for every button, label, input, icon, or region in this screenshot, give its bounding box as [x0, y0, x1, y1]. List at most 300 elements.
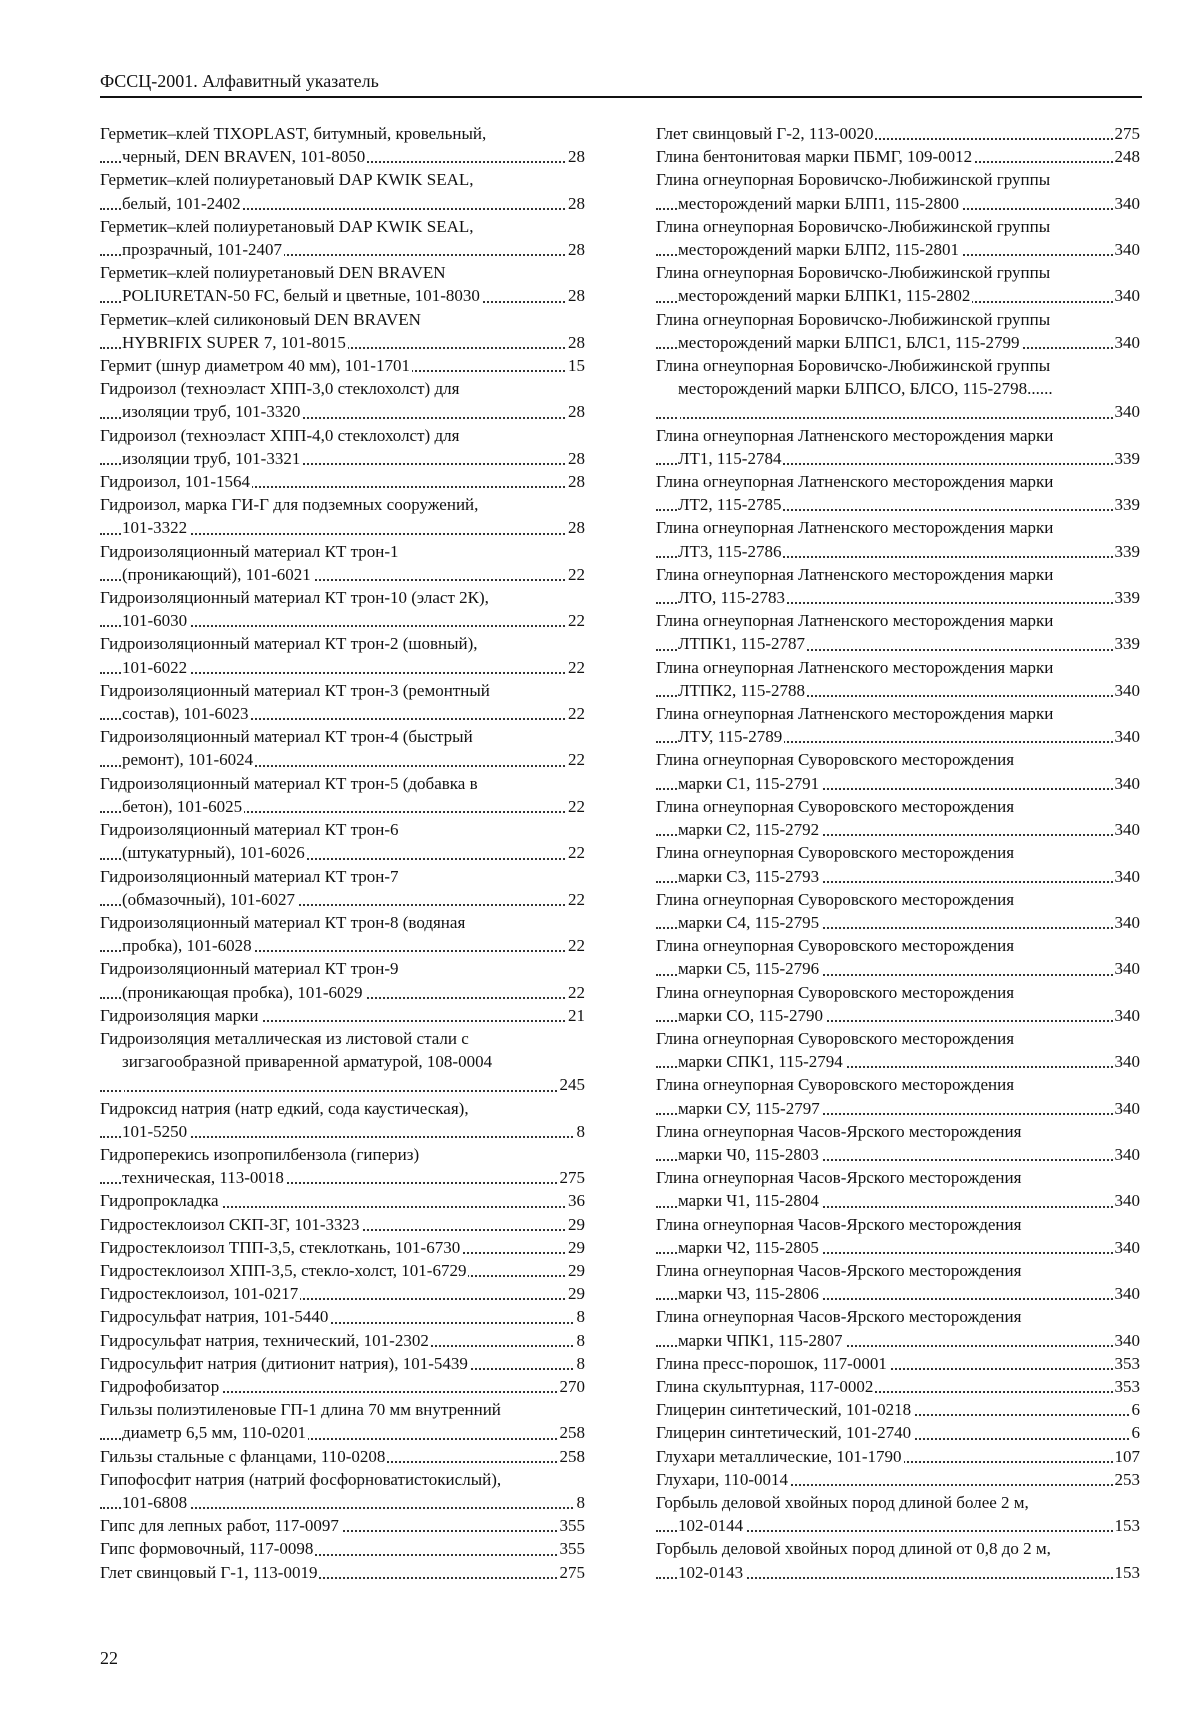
index-entry — [656, 609, 1140, 655]
index-entry-line — [656, 447, 1140, 470]
index-entry-line — [100, 1445, 585, 1468]
index-entry-page: 28 — [566, 516, 585, 539]
index-entry — [656, 424, 1140, 470]
index-entry-page: 8 — [575, 1120, 586, 1143]
index-entry-line — [100, 609, 585, 632]
index-entry-line — [656, 1352, 1140, 1375]
index-entry-text: Глина огнеупорная Боровичско-Любижинской группы — [656, 309, 1051, 329]
index-entry — [100, 1305, 585, 1328]
index-entry-line — [100, 818, 585, 841]
index-entry-text: Глина огнеупорная Латненского месторождения марки — [656, 657, 1054, 677]
index-entry-text — [678, 402, 680, 421]
index-entry-line — [656, 1375, 1140, 1398]
index-entry-text: Глина огнеупорная Латненского месторождения марки — [656, 564, 1054, 584]
index-entry-page: 340 — [1113, 679, 1141, 702]
index-entry — [100, 1236, 585, 1259]
index-entry-page: 340 — [1113, 957, 1141, 980]
index-entry-text: Гильзы полиэтиленовые ГП-1 длина 70 мм внутренний — [100, 1400, 501, 1420]
index-entry-line — [100, 1213, 585, 1236]
index-entry-text: марки С3, 115-2793 — [678, 866, 820, 886]
index-entry-text: Гидростеклоизол ХПП-3,5, стекло-холст, 101-6729 — [100, 1260, 467, 1280]
index-entry — [656, 934, 1140, 980]
index-entry — [100, 122, 585, 168]
index-entry-line — [100, 981, 585, 1004]
index-entry-line — [100, 1166, 585, 1189]
index-entry-line — [100, 284, 585, 307]
index-entry-line — [100, 540, 585, 563]
index-entry-page: 29 — [566, 1236, 585, 1259]
index-entry — [100, 1097, 585, 1143]
index-entry-text: Гипс формовочный, 117-0098 — [100, 1539, 314, 1559]
index-entry-line — [100, 1398, 585, 1421]
index-entry-line — [656, 748, 1140, 771]
index-entry-text: зигзагообразной приваренной арматурой, 108-0004 — [122, 1052, 493, 1072]
index-entry-text: Гидроизоляционный материал КТ трон-10 (эласт 2К), — [100, 588, 489, 608]
index-entry-line — [656, 702, 1140, 725]
index-entry-text: Гидростеклоизол, 101-0217 — [100, 1284, 299, 1304]
index-entry — [656, 1468, 1140, 1491]
index-entry-line — [100, 354, 585, 377]
index-entry — [100, 1189, 585, 1212]
index-entry-page: 36 — [566, 1189, 585, 1212]
index-entry — [100, 470, 585, 493]
index-entry-text: 101-6030 — [122, 611, 188, 631]
index-entry-text: Гипофосфит натрия (натрий фосфорноватистокислый), — [100, 1469, 502, 1489]
index-entry-text: пробка), 101-6028 — [122, 936, 252, 956]
index-entry-line — [100, 168, 585, 191]
index-entry-page: 355 — [558, 1537, 586, 1560]
index-entry-page: 339 — [1113, 540, 1141, 563]
index-entry-page: 258 — [558, 1445, 586, 1468]
index-entry-text: Глухари металлические, 101-1790 — [656, 1446, 902, 1466]
index-entry-line — [100, 1236, 585, 1259]
index-entry-line — [100, 1352, 585, 1375]
index-entry-line — [100, 192, 585, 215]
index-entry-page: 340 — [1113, 238, 1141, 261]
index-entry-text: Гидроизол (техноэласт ХПП-3,0 стеклохолст) для — [100, 379, 460, 399]
index-entry-text: Глина пресс-порошок, 117-0001 — [656, 1353, 887, 1373]
index-entry — [656, 261, 1140, 307]
index-entry-line — [100, 424, 585, 447]
index-entry-line — [100, 1097, 585, 1120]
index-entry — [100, 493, 585, 539]
index-entry-page: 8 — [575, 1352, 586, 1375]
index-entry-text: Гидроизоляционный материал КТ трон-6 — [100, 820, 399, 840]
index-entry-page: 22 — [566, 563, 585, 586]
index-entry-line — [100, 1027, 585, 1050]
index-entry-text: Гидроизоляционный материал КТ трон-9 — [100, 959, 399, 979]
index-entry-page: 340 — [1113, 865, 1141, 888]
index-entry-text: Гидроизол, марка ГИ-Г для подземных сооружений, — [100, 495, 479, 515]
index-entry-page: 28 — [566, 145, 585, 168]
index-entry-page: 22 — [566, 795, 585, 818]
index-entry-text: Глина огнеупорная Суворовского месторождения — [656, 750, 1015, 770]
index-entry-line — [100, 841, 585, 864]
index-entry — [656, 308, 1140, 354]
index-entry-text: Гидроизоляция марки — [100, 1005, 259, 1025]
index-entry — [656, 145, 1140, 168]
index-entry-line — [656, 1259, 1140, 1282]
index-entry-line — [656, 1189, 1140, 1212]
index-entry-line — [656, 1282, 1140, 1305]
index-entry-page: 22 — [566, 934, 585, 957]
index-entry — [656, 748, 1140, 794]
index-entry-line — [656, 957, 1140, 980]
index-entry-line — [100, 1561, 585, 1584]
index-entry-line — [656, 377, 1140, 400]
index-entry-text: Гидроизоляция металлическая из листовой стали с — [100, 1028, 469, 1048]
index-entry — [656, 841, 1140, 887]
index-entry-text: Гидроизол, 101-1564 — [100, 472, 251, 492]
index-entry-text: марки ЧПК1, 115-2807 — [678, 1330, 843, 1350]
index-entry-page: 353 — [1113, 1375, 1141, 1398]
index-entry-text: месторождений марки БЛПСО, БЛСО, 115-2798...... — [678, 379, 1053, 399]
index-entry — [100, 1468, 585, 1514]
index-entry — [100, 1514, 585, 1537]
index-entry-line — [100, 725, 585, 748]
index-entry-line — [656, 215, 1140, 238]
index-entry-line — [100, 1421, 585, 1444]
index-entry-text: марки Ч3, 115-2806 — [678, 1284, 819, 1304]
index-entry-line — [100, 632, 585, 655]
index-entry-text: Глина огнеупорная Латненского месторождения марки — [656, 425, 1054, 445]
index-entry-page: 107 — [1113, 1445, 1141, 1468]
index-entry-text: Глина огнеупорная Суворовского месторождения — [656, 936, 1015, 956]
index-entry-text: Герметик–клей TIXOPLAST, битумный, кровельный, — [100, 124, 487, 143]
index-entry-line — [100, 702, 585, 725]
index-entry-page: 15 — [566, 354, 585, 377]
index-entry-text: Гидросульфат натрия, 101-5440 — [100, 1307, 329, 1327]
index-entry-page: 28 — [566, 192, 585, 215]
index-entry — [100, 865, 585, 911]
index-entry-line — [656, 470, 1140, 493]
index-entry-line — [100, 1143, 585, 1166]
index-entry-text: Гидроизоляционный материал КТ трон-8 (водяная — [100, 912, 466, 932]
header-title: ФССЦ-2001. Алфавитный указатель — [100, 71, 379, 91]
index-entry-page: 355 — [558, 1514, 586, 1537]
index-entry-page: 8 — [575, 1329, 586, 1352]
index-entry-page: 245 — [558, 1073, 586, 1096]
index-entry-text: Гермит (шнур диаметром 40 мм), 101-1701 — [100, 356, 410, 376]
index-entry-line — [656, 1398, 1140, 1421]
index-entry-line — [656, 609, 1140, 632]
index-entry-line — [656, 563, 1140, 586]
index-entry-text: Герметик–клей силиконовый DEN BRAVEN — [100, 309, 421, 329]
index-entry-text: марки Ч2, 115-2805 — [678, 1237, 819, 1257]
index-entry-line — [656, 656, 1140, 679]
index-entry-page: 28 — [566, 470, 585, 493]
index-entry-line — [100, 1468, 585, 1491]
index-entry-line — [656, 795, 1140, 818]
index-entry-line — [656, 1166, 1140, 1189]
index-entry-text: Глина огнеупорная Латненского месторождения марки — [656, 472, 1054, 492]
index-entry-line — [656, 1305, 1140, 1328]
index-entry-text: ЛТО, 115-2783 — [678, 588, 785, 608]
index-entry-text: (обмазочный), 101-6027 — [122, 889, 295, 909]
index-entry-line — [656, 1004, 1140, 1027]
index-entry-text: месторождений марки БЛПС1, БЛС1, 115-2799 — [678, 332, 1020, 352]
index-entry — [656, 168, 1140, 214]
index-entry-line — [656, 725, 1140, 748]
index-entry-text: месторождений марки БЛПК1, 115-2802 — [678, 286, 971, 306]
page-number: 22 — [100, 1648, 118, 1668]
index-entry — [100, 911, 585, 957]
index-entry-text: марки СПК1, 115-2794 — [678, 1052, 843, 1072]
index-entry-page: 22 — [566, 609, 585, 632]
index-entry-line — [100, 795, 585, 818]
index-entry-text: Глина огнеупорная Часов-Ярского месторождения — [656, 1260, 1022, 1280]
index-entry-text: Гидропрокладка — [100, 1191, 219, 1211]
index-entry-page: 275 — [558, 1166, 586, 1189]
index-entry-text: марки Ч1, 115-2804 — [678, 1191, 819, 1211]
index-entry-line — [656, 1143, 1140, 1166]
index-entry-page: 153 — [1113, 1514, 1141, 1537]
index-entry-line — [656, 632, 1140, 655]
index-entry-line — [656, 1120, 1140, 1143]
index-entry-text: Глицерин синтетический, 101-0218 — [656, 1400, 912, 1420]
index-entry-page: 340 — [1113, 1143, 1141, 1166]
index-entry — [100, 1352, 585, 1375]
index-entry-line — [100, 331, 585, 354]
index-entry-text: 102-0143 — [678, 1562, 744, 1582]
index-entry-text: 101-6808 — [122, 1492, 188, 1512]
index-entry-line — [656, 1468, 1140, 1491]
index-entry-text: Герметик–клей полиуретановый DEN BRAVEN — [100, 263, 446, 283]
index-entry-text: марки С5, 115-2796 — [678, 959, 820, 979]
index-entry-text: марки Ч0, 115-2803 — [678, 1144, 819, 1164]
index-entry — [100, 215, 585, 261]
index-entry-text: Гидроизол (техноэласт ХПП-4,0 стеклохолст) для — [100, 425, 460, 445]
index-entry-text: Глина огнеупорная Латненского месторождения марки — [656, 704, 1054, 724]
index-entry-page: 29 — [566, 1213, 585, 1236]
index-entry — [100, 424, 585, 470]
index-entry-page: 248 — [1113, 145, 1141, 168]
index-entry-line — [656, 540, 1140, 563]
index-entry-line — [656, 400, 1140, 423]
index-entry-page: 22 — [566, 748, 585, 771]
index-entry-text: бетон), 101-6025 — [122, 796, 243, 816]
index-entry — [656, 1398, 1140, 1421]
index-entry — [656, 1375, 1140, 1398]
index-entry — [100, 1143, 585, 1189]
index-entry-line — [656, 516, 1140, 539]
index-entry-line — [656, 145, 1140, 168]
index-entry-text: Глина огнеупорная Суворовского месторождения — [656, 843, 1015, 863]
index-entry — [656, 1491, 1140, 1537]
index-entry-text: Гидроизоляционный материал КТ трон-1 — [100, 541, 399, 561]
index-entry-text — [122, 1075, 124, 1094]
index-entry-line — [100, 145, 585, 168]
index-entry-page: 28 — [566, 400, 585, 423]
index-entry-text: Глина огнеупорная Боровичско-Любижинской группы — [656, 216, 1051, 236]
index-entry-line — [100, 1050, 585, 1073]
index-entry-line — [656, 261, 1140, 284]
index-entry-page: 340 — [1113, 1282, 1141, 1305]
index-entry-line — [656, 1421, 1140, 1444]
index-entry-text: Глина огнеупорная Часов-Ярского месторождения — [656, 1307, 1022, 1327]
index-entry-text: Гидростеклоизол ТПП-3,5, стеклоткань, 101-6730 — [100, 1237, 461, 1257]
index-entry-page: 353 — [1113, 1352, 1141, 1375]
index-entry — [656, 1421, 1140, 1444]
index-entry — [100, 1027, 585, 1097]
index-entry-text: Гидросульфит натрия (дитионит натрия), 101-5439 — [100, 1353, 468, 1373]
index-entry-line — [100, 865, 585, 888]
index-entry — [100, 1329, 585, 1352]
index-entry — [100, 354, 585, 377]
index-entry-line — [100, 586, 585, 609]
index-entry-page: 28 — [566, 284, 585, 307]
index-entry — [656, 470, 1140, 516]
index-entry-line — [656, 1491, 1140, 1514]
index-entry-page: 340 — [1113, 1329, 1141, 1352]
index-entry-page: 6 — [1130, 1421, 1141, 1444]
index-entry — [100, 261, 585, 307]
index-entry-text: ЛТПК2, 115-2788 — [678, 680, 806, 700]
index-entry — [656, 1027, 1140, 1073]
index-entry-page: 253 — [1113, 1468, 1141, 1491]
index-entry-line — [100, 122, 585, 145]
index-entry-text: Гидросульфат натрия, технический, 101-2302 — [100, 1330, 429, 1350]
index-entry-text: Горбыль деловой хвойных пород длиной более 2 м, — [656, 1492, 1029, 1512]
index-entry — [656, 1352, 1140, 1375]
index-entry-line — [100, 1120, 585, 1143]
index-entry-line — [100, 957, 585, 980]
index-entry-page: 340 — [1113, 331, 1141, 354]
index-entry — [656, 656, 1140, 702]
index-entry-page: 340 — [1113, 192, 1141, 215]
index-entry — [100, 632, 585, 678]
index-entry-text: Глина огнеупорная Суворовского месторождения — [656, 1075, 1015, 1095]
index-entry-line — [100, 1491, 585, 1514]
index-entry-text: Глина бентонитовая марки ПБМГ, 109-0012 — [656, 147, 973, 167]
index-entry-line — [100, 215, 585, 238]
index-entry-line — [100, 679, 585, 702]
index-entry-text: марки С1, 115-2791 — [678, 773, 820, 793]
index-entry-text: марки С2, 115-2792 — [678, 820, 820, 840]
index-entry — [100, 1282, 585, 1305]
index-entry-line — [100, 1073, 585, 1096]
index-entry — [656, 122, 1140, 145]
index-entry-line — [656, 1097, 1140, 1120]
index-entry-text: Герметик–клей полиуретановый DAP KWIK SEAL, — [100, 170, 474, 190]
index-entry — [100, 957, 585, 1003]
index-entry-page: 340 — [1113, 1050, 1141, 1073]
index-entry-page: 22 — [566, 841, 585, 864]
index-entry-page: 339 — [1113, 586, 1141, 609]
index-entry-line — [656, 168, 1140, 191]
index-entry-page: 340 — [1113, 911, 1141, 934]
index-entry-text: Глет свинцовый Г-2, 113-0020 — [656, 124, 874, 143]
index-entry-line — [100, 1004, 585, 1027]
index-entry-line — [100, 934, 585, 957]
index-entry-line — [100, 1329, 585, 1352]
index-entry-page: 21 — [566, 1004, 585, 1027]
index-entry-text: Глина огнеупорная Суворовского месторождения — [656, 1028, 1015, 1048]
index-entry-line — [100, 308, 585, 331]
index-entry-line — [656, 679, 1140, 702]
index-entry-page: 275 — [1113, 122, 1141, 145]
index-entry-text: Глина огнеупорная Суворовского месторождения — [656, 982, 1015, 1002]
index-entry-line — [656, 424, 1140, 447]
index-entry-line — [100, 470, 585, 493]
index-entry-page: 22 — [566, 888, 585, 911]
index-entry-text: Глет свинцовый Г-1, 113-0019 — [100, 1562, 318, 1582]
index-entry-page: 275 — [558, 1561, 586, 1584]
index-entry-line — [656, 586, 1140, 609]
index-entry — [656, 1166, 1140, 1212]
index-entry — [100, 679, 585, 725]
index-entry — [656, 981, 1140, 1027]
index-entry-line — [656, 238, 1140, 261]
index-entry-line — [100, 400, 585, 423]
index-entry-text: (штукатурный), 101-6026 — [122, 843, 305, 863]
index-entry-text: 102-0144 — [678, 1516, 744, 1536]
index-entry-text: Гидроксид натрия (натр едкий, сода каустическая), — [100, 1098, 469, 1118]
index-entry-text: состав), 101-6023 — [122, 704, 249, 724]
index-entry-text: Глина огнеупорная Боровичско-Любижинской группы — [656, 356, 1051, 376]
index-entry — [656, 702, 1140, 748]
index-entry — [656, 354, 1140, 424]
index-entry-text: HYBRIFIX SUPER 7, 101-8015 — [122, 332, 346, 352]
index-entry-line — [656, 981, 1140, 1004]
index-entry-line — [100, 447, 585, 470]
index-entry-line — [656, 841, 1140, 864]
index-entry-line — [100, 1189, 585, 1212]
index-entry — [100, 1004, 585, 1027]
index-entry-line — [100, 1259, 585, 1282]
index-entry — [100, 1213, 585, 1236]
index-entry — [100, 168, 585, 214]
index-entry-line — [656, 308, 1140, 331]
index-entry-text: Гидроизоляционный материал КТ трон-2 (шовный), — [100, 634, 478, 654]
index-entry — [656, 1445, 1140, 1468]
index-entry-text: Горбыль деловой хвойных пород длиной от 0,8 до 2 м, — [656, 1539, 1051, 1559]
index-entry-page: 340 — [1113, 1097, 1141, 1120]
index-entry-page: 339 — [1113, 493, 1141, 516]
index-entry — [100, 308, 585, 354]
index-entry-text: Глина огнеупорная Суворовского месторождения — [656, 889, 1015, 909]
index-entry-line — [656, 934, 1140, 957]
index-entry — [100, 586, 585, 632]
index-entry-text: Гидростеклоизол СКП-3Г, 101-3323 — [100, 1214, 360, 1234]
index-entry-text: Глина скульптурная, 117-0002 — [656, 1376, 874, 1396]
index-entry-page: 8 — [575, 1491, 586, 1514]
index-entry — [100, 540, 585, 586]
index-column-right — [656, 122, 1140, 1584]
index-entry-page: 340 — [1113, 725, 1141, 748]
index-entry-page: 340 — [1113, 1004, 1141, 1027]
index-entry-page: 29 — [566, 1282, 585, 1305]
index-entry-line — [656, 888, 1140, 911]
index-entry-page: 340 — [1113, 772, 1141, 795]
index-entry-text: 101-5250 — [122, 1121, 188, 1141]
index-entry-page: 22 — [566, 702, 585, 725]
index-entry-text: ЛТПК1, 115-2787 — [678, 634, 806, 654]
index-entry — [100, 818, 585, 864]
index-entry-line — [656, 1561, 1140, 1584]
index-entry-line — [656, 493, 1140, 516]
index-entry — [100, 772, 585, 818]
index-entry-page: 6 — [1130, 1398, 1141, 1421]
index-entry — [656, 1073, 1140, 1119]
index-entry-page: 339 — [1113, 447, 1141, 470]
index-entry-line — [656, 1329, 1140, 1352]
index-entry — [100, 1398, 585, 1444]
index-entry — [656, 563, 1140, 609]
index-entry-line — [656, 192, 1140, 215]
index-entry-line — [100, 377, 585, 400]
index-entry-page: 29 — [566, 1259, 585, 1282]
